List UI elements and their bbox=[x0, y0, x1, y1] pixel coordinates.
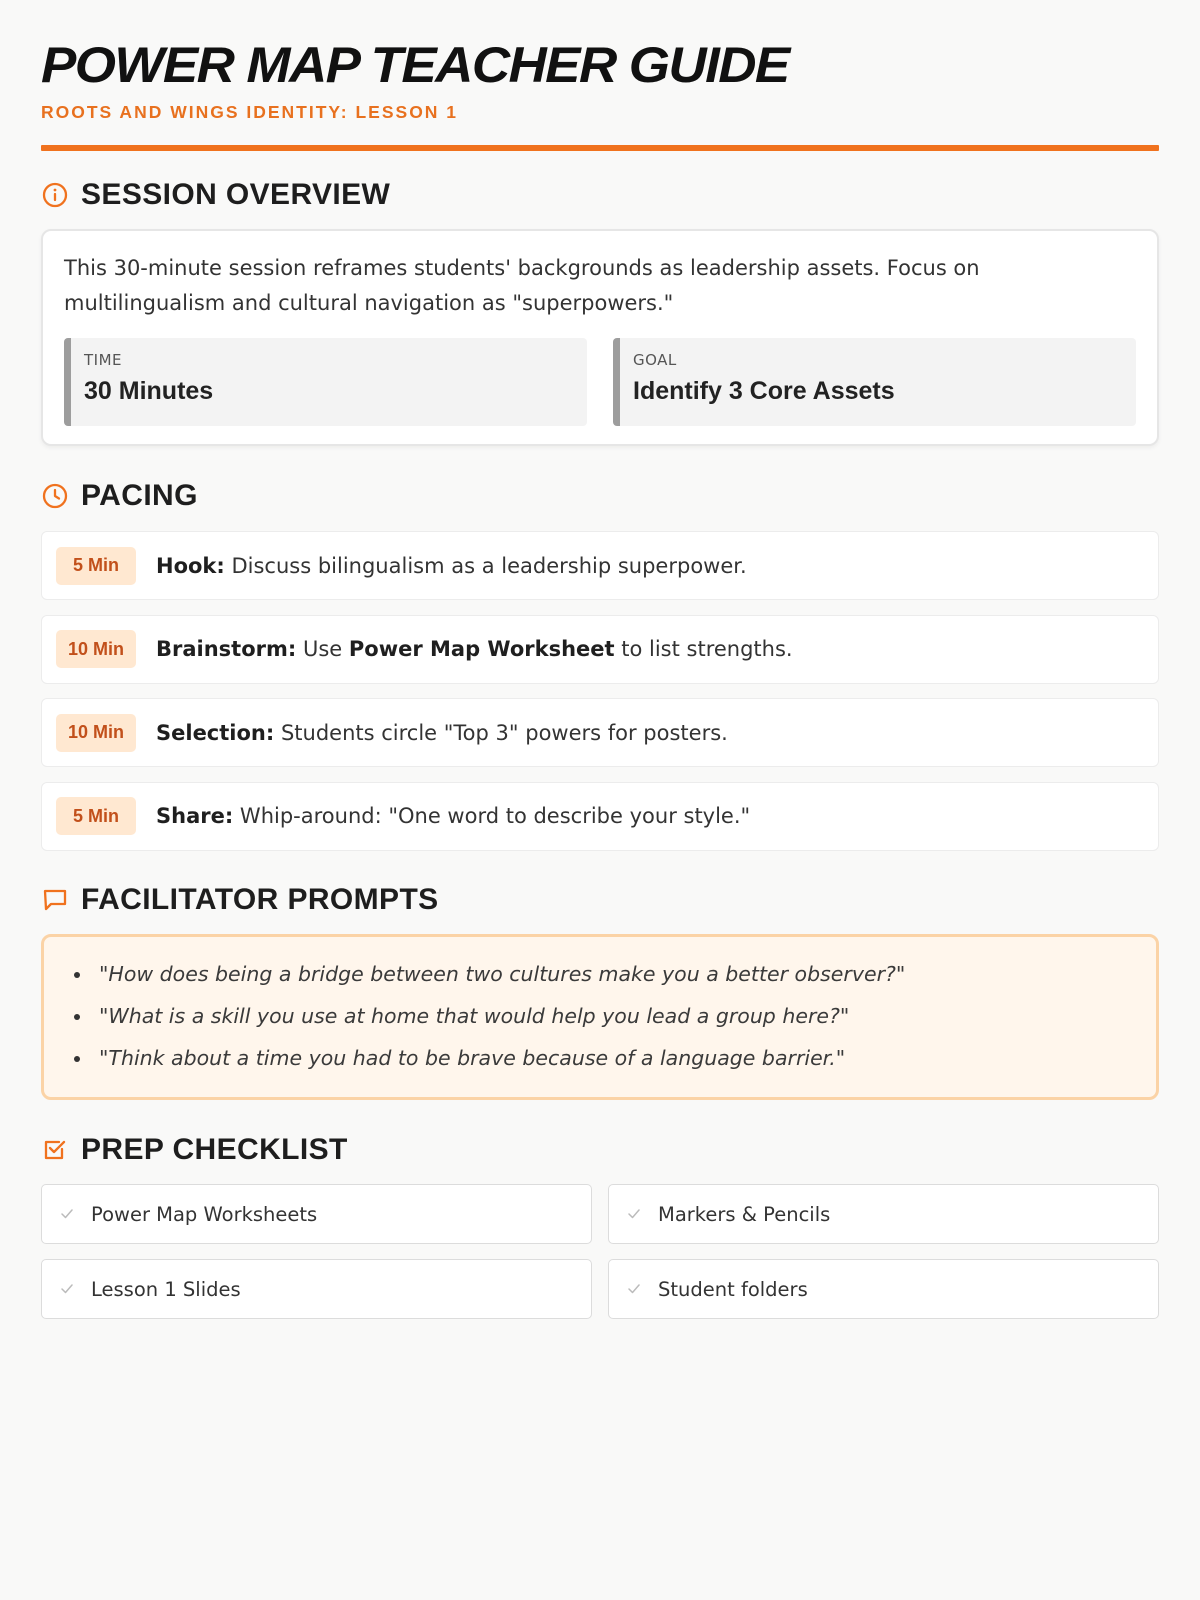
prompt-item: "Think about a time you had to be brave because of a language barrier." bbox=[74, 1037, 1156, 1079]
checklist-label: Power Map Worksheets bbox=[91, 1202, 318, 1226]
check-icon bbox=[626, 1206, 642, 1222]
pacing-text bbox=[156, 804, 750, 828]
pacing-desc-tail: to list strengths. bbox=[614, 637, 793, 661]
section-header-checklist bbox=[41, 1130, 348, 1170]
check-icon bbox=[59, 1206, 75, 1222]
section-title: PREP CHECKLIST bbox=[81, 1133, 348, 1166]
message-icon bbox=[41, 887, 68, 914]
section-header-prompts bbox=[41, 880, 439, 920]
page-subtitle: ROOTS AND WINGS IDENTITY: LESSON 1 bbox=[41, 102, 459, 122]
checklist-item[interactable] bbox=[41, 1184, 592, 1244]
check-icon bbox=[59, 1281, 75, 1297]
section-header-pacing bbox=[41, 476, 198, 516]
clock-icon bbox=[41, 483, 68, 510]
prompts-box bbox=[41, 934, 1159, 1100]
checkbox-icon bbox=[41, 1137, 68, 1164]
prompt-item: "What is a skill you use at home that would help you lead a group here?" bbox=[74, 995, 1156, 1037]
page-title: POWER MAP TEACHER GUIDE bbox=[41, 37, 789, 93]
header bbox=[41, 0, 1159, 151]
stat-label: TIME bbox=[84, 351, 123, 369]
duration-badge: 5 Min bbox=[56, 797, 136, 835]
info-icon bbox=[41, 182, 68, 209]
duration-badge: 5 Min bbox=[56, 547, 136, 585]
checklist-item[interactable] bbox=[608, 1259, 1159, 1319]
pacing-text bbox=[156, 554, 747, 578]
pacing-label: Brainstorm: bbox=[156, 637, 297, 661]
pacing-row bbox=[41, 698, 1159, 767]
pacing-label: Hook: bbox=[156, 553, 225, 578]
stat-label: GOAL bbox=[633, 351, 677, 369]
stat-time bbox=[64, 338, 587, 426]
stat-row bbox=[64, 338, 1136, 426]
stat-value: 30 Minutes bbox=[84, 377, 214, 405]
checklist-item[interactable] bbox=[41, 1259, 592, 1319]
pacing-label: Share: bbox=[156, 804, 234, 828]
pacing-desc: Whip-around: "One word to describe your style." bbox=[233, 804, 751, 828]
section-title: PACING bbox=[81, 479, 198, 512]
stat-goal bbox=[613, 338, 1136, 426]
pacing-label: Selection: bbox=[156, 720, 275, 745]
pacing-row bbox=[41, 782, 1159, 851]
pacing-text bbox=[156, 721, 728, 745]
checklist-grid bbox=[41, 1184, 1159, 1319]
pacing-desc: Use bbox=[296, 637, 349, 661]
pacing-list bbox=[41, 531, 1159, 865]
overview-card bbox=[41, 229, 1159, 446]
checklist-label: Markers & Pencils bbox=[658, 1202, 831, 1226]
check-icon bbox=[626, 1281, 642, 1297]
header-divider bbox=[41, 145, 1159, 151]
stat-value: Identify 3 Core Assets bbox=[633, 377, 895, 405]
section-title: SESSION OVERVIEW bbox=[81, 178, 391, 211]
pacing-text bbox=[156, 637, 793, 661]
section-header-overview bbox=[41, 175, 390, 215]
pacing-desc: Students circle "Top 3" powers for posters. bbox=[274, 720, 728, 745]
pacing-desc: Discuss bilingualism as a leadership superpower. bbox=[224, 553, 747, 578]
duration-badge: 10 Min bbox=[56, 714, 136, 752]
overview-description: This 30-minute session reframes students' backgrounds as leadership assets. Focus on multilingualism and cultural navigation as "superpowers." bbox=[64, 256, 980, 315]
checklist-label: Student folders bbox=[658, 1277, 808, 1301]
pacing-row bbox=[41, 531, 1159, 600]
prompt-item: "How does being a bridge between two cultures make you a better observer?" bbox=[74, 953, 1156, 995]
checklist-label: Lesson 1 Slides bbox=[91, 1277, 241, 1301]
pacing-emphasis: Power Map Worksheet bbox=[348, 637, 615, 661]
pacing-row bbox=[41, 615, 1159, 684]
section-title: FACILITATOR PROMPTS bbox=[81, 883, 439, 916]
checklist-item[interactable] bbox=[608, 1184, 1159, 1244]
duration-badge: 10 Min bbox=[56, 630, 136, 668]
